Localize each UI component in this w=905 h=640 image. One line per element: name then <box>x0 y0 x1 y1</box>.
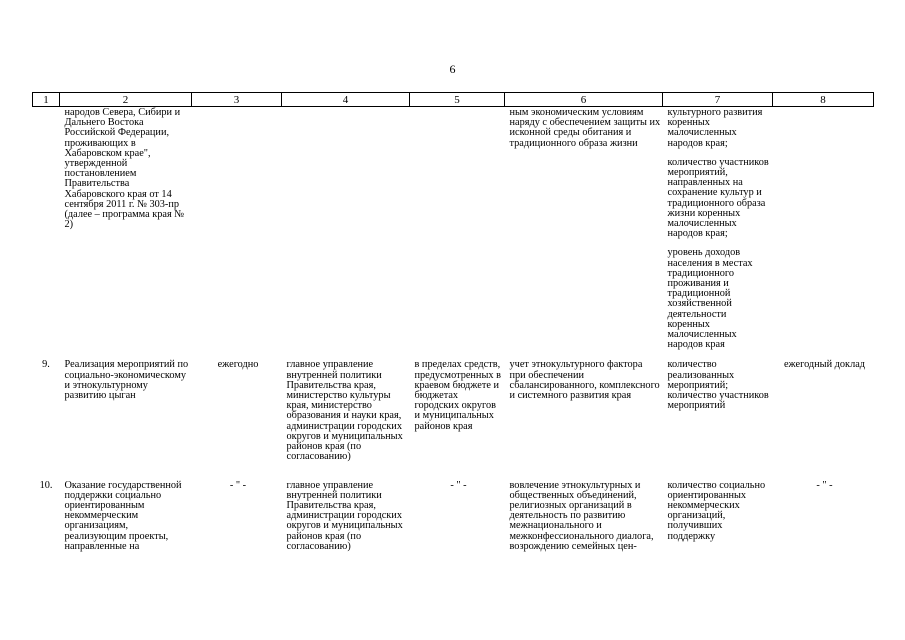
column-header: 2 <box>60 93 192 107</box>
table-row <box>33 107 874 361</box>
indicators <box>663 107 773 361</box>
funding <box>410 107 505 361</box>
expected-result: ным экономическим условиям наряду с обеспечением защиты их исконной среды обитания и традиционного образа жизни <box>509 107 661 149</box>
indicators <box>663 481 773 552</box>
indicator-item: количество социально ориентированных некоммерческих организаций, получивших поддержку <box>667 479 766 542</box>
column-header: 4 <box>282 93 410 107</box>
page-number: 6 <box>449 62 456 76</box>
activity-name: Оказание государственной поддержки социально ориентированным некоммерческим организациям, реализующим проекты, направленные на <box>64 479 182 552</box>
funding: - " - <box>450 479 467 491</box>
expected-result: учет этнокультурного фактора при обеспечении сбалансированного, комплексного и системного развития края <box>509 359 660 402</box>
row-number: 10. <box>39 479 53 491</box>
indicator-item: количество участников мероприятий, направленных на сохранение культур и традиционного образа жизни коренных малочисленных народов края; <box>667 156 769 240</box>
row-number: 9. <box>42 359 50 371</box>
program-table <box>32 92 874 552</box>
column-number-row <box>33 93 874 107</box>
responsible: главное управление внутренней политики Правительства края, администрации городских округов и муниципальных районов края (по согласованию) <box>286 479 403 552</box>
reporting-form: - " - <box>816 479 833 491</box>
indicator-item: уровень доходов населения в местах традиционного проживания и традиционной хозяйственной деятельности коренных малочисленных народов края <box>667 247 753 351</box>
expected-result: вовлечение этнокультурных и общественных объединений, религиозных организаций в деятельность по развитию межнационального и межконфессионального диалога, возрождению семейных цен- <box>509 479 654 552</box>
indicators <box>663 360 773 480</box>
table-row <box>33 481 874 552</box>
deadline: ежегодно <box>217 359 259 371</box>
deadline <box>192 107 282 361</box>
activity-name: народов Севера, Сибири и Дальнего Востока Российской Федерации, проживающих в Хабаровском крае", утвержденной постановлением Правительства Хабаровского края от 14 сентября 2011 г. № 303-пр (далее – программа края № 2) <box>64 107 185 231</box>
indicator-item: культурного развития коренных малочисленных народов края; <box>667 107 763 149</box>
column-header: 5 <box>410 93 505 107</box>
column-header: 8 <box>773 93 874 107</box>
column-header: 6 <box>505 93 663 107</box>
reporting-form: ежегодный доклад <box>783 359 866 371</box>
responsible: главное управление внутренней политики Правительства края, министерство культуры края, министерство образования и науки края, администрации городских округов и муниципальных районов края (по согласованию) <box>286 359 403 463</box>
reporting-form <box>773 107 874 361</box>
row-number <box>33 107 60 361</box>
responsible <box>282 107 410 361</box>
funding: в пределах средств, предусмотренных в краевом бюджете и бюджетах городских округов и муниципальных районов края <box>414 359 501 432</box>
activity-name: Реализация мероприятий по социально-экономическому и этнокультурному развитию цыган <box>64 359 189 402</box>
column-header: 1 <box>33 93 60 107</box>
column-header: 7 <box>663 93 773 107</box>
table-row <box>33 360 874 480</box>
indicator-item: количество реализованных мероприятий; количество участников мероприятий <box>667 359 769 412</box>
column-header: 3 <box>192 93 282 107</box>
deadline: - " - <box>229 479 247 491</box>
